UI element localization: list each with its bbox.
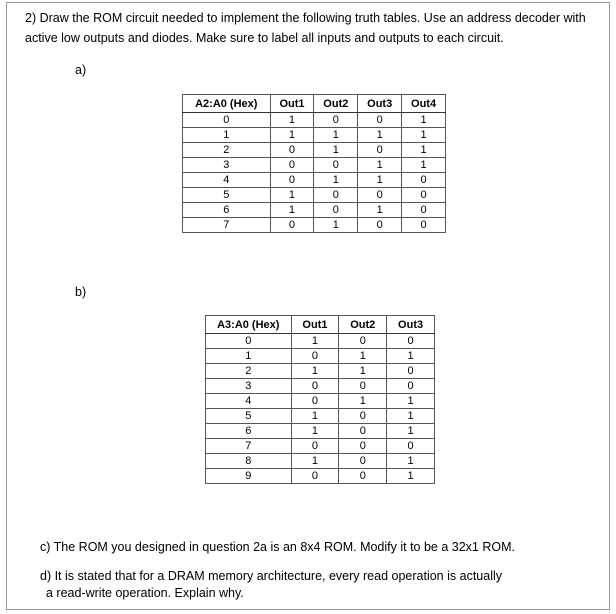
part-b-label: b) (75, 285, 87, 299)
truth-table-b-cell: 7 (206, 439, 292, 454)
part-c-text: c) The ROM you designed in question 2a is an 8x4 ROM. Modify it to be a 32x1 ROM. (40, 540, 515, 554)
truth-table-a-cell: 0 (402, 173, 446, 188)
truth-table-b-cell: 0 (387, 379, 435, 394)
truth-table-b-row (206, 469, 435, 484)
truth-table-b-body (206, 334, 435, 484)
truth-table-b-cell: 1 (339, 364, 387, 379)
truth-table-a-cell: 1 (358, 158, 402, 173)
truth-table-b-cell: 0 (339, 409, 387, 424)
truth-table-a-row (183, 188, 446, 203)
truth-table-b-header (206, 316, 435, 334)
truth-table-b-header-cell: Out2 (339, 316, 387, 334)
truth-table-b-cell: 9 (206, 469, 292, 484)
truth-table-a-cell: 1 (270, 113, 314, 128)
truth-table-a-cell: 1 (270, 203, 314, 218)
truth-table-b-row (206, 349, 435, 364)
truth-table-b-cell: 0 (291, 394, 339, 409)
truth-table-b-cell: 1 (387, 424, 435, 439)
truth-table-b-cell: 1 (291, 364, 339, 379)
truth-table-a-cell: 0 (270, 218, 314, 233)
truth-table-a-cell: 7 (183, 218, 271, 233)
truth-table-b-cell: 1 (387, 454, 435, 469)
truth-table-b-row (206, 334, 435, 349)
truth-table-a-cell: 0 (314, 113, 358, 128)
truth-table-b-row (206, 364, 435, 379)
truth-table-a-cell: 1 (270, 188, 314, 203)
truth-table-b-cell: 0 (339, 454, 387, 469)
truth-table-b-row (206, 424, 435, 439)
truth-table-b-cell: 5 (206, 409, 292, 424)
truth-table-b-header-cell: Out3 (387, 316, 435, 334)
truth-table-a-row (183, 128, 446, 143)
truth-table-b-cell: 0 (291, 439, 339, 454)
truth-table-b-cell: 0 (291, 379, 339, 394)
truth-table-a-cell: 1 (314, 143, 358, 158)
truth-table-a-cell: 1 (358, 128, 402, 143)
truth-table-b-cell: 3 (206, 379, 292, 394)
truth-table-a-cell: 0 (358, 188, 402, 203)
truth-table-b-cell: 6 (206, 424, 292, 439)
truth-table-a-row (183, 143, 446, 158)
truth-table-b-header-cell: Out1 (291, 316, 339, 334)
truth-table-b-row (206, 394, 435, 409)
truth-table-a-cell: 0 (314, 158, 358, 173)
truth-table-a-cell: 1 (314, 173, 358, 188)
truth-table-a-cell: 0 (270, 173, 314, 188)
truth-table-a-cell: 0 (183, 113, 271, 128)
truth-table-a-cell: 4 (183, 173, 271, 188)
truth-table-b-row (206, 379, 435, 394)
truth-table-b-cell: 0 (206, 334, 292, 349)
truth-table-a-cell: 1 (402, 113, 446, 128)
truth-table-b-cell: 1 (206, 349, 292, 364)
truth-table-b-cell: 0 (387, 364, 435, 379)
truth-table-b-cell: 8 (206, 454, 292, 469)
truth-table-a-cell: 6 (183, 203, 271, 218)
truth-table-a (182, 94, 446, 233)
truth-table-a-cell: 1 (314, 218, 358, 233)
truth-table-a-cell: 0 (358, 113, 402, 128)
truth-table-a-cell: 2 (183, 143, 271, 158)
truth-table-a-header-cell: Out4 (402, 95, 446, 113)
truth-table-a-header (183, 95, 446, 113)
truth-table-a-cell: 1 (402, 158, 446, 173)
truth-table-a-row (183, 218, 446, 233)
truth-table-a-row (183, 173, 446, 188)
truth-table-a-header-cell: A2:A0 (Hex) (183, 95, 271, 113)
truth-table-a-cell: 1 (402, 143, 446, 158)
truth-table-a-cell: 0 (270, 158, 314, 173)
truth-table-a-cell: 0 (358, 143, 402, 158)
truth-table-a-header-cell: Out3 (358, 95, 402, 113)
truth-table-b-cell: 4 (206, 394, 292, 409)
question-line-1: 2) Draw the ROM circuit needed to implement the following truth tables. Use an address decoder with (25, 11, 586, 25)
truth-table-a-cell: 1 (270, 128, 314, 143)
truth-table-b-cell: 0 (387, 439, 435, 454)
truth-table-b-cell: 1 (339, 349, 387, 364)
part-d-line-1: d) It is stated that for a DRAM memory architecture, every read operation is actually (40, 569, 502, 583)
truth-table-a-header-cell: Out2 (314, 95, 358, 113)
truth-table-b-cell: 0 (291, 469, 339, 484)
truth-table-a-cell: 0 (402, 203, 446, 218)
truth-table-b-cell: 1 (387, 409, 435, 424)
truth-table-b-cell: 0 (339, 439, 387, 454)
truth-table-a-cell: 0 (358, 218, 402, 233)
truth-table-a-cell: 3 (183, 158, 271, 173)
truth-table-a-cell: 0 (314, 203, 358, 218)
question-line-2: active low outputs and diodes. Make sure to label all inputs and outputs to each circuit. (25, 31, 504, 45)
truth-table-b-cell: 0 (291, 349, 339, 364)
part-d-line-2: a read-write operation. Explain why. (46, 586, 244, 600)
part-a-label: a) (75, 63, 87, 77)
truth-table-a-cell: 1 (314, 128, 358, 143)
truth-table-a-cell: 0 (314, 188, 358, 203)
truth-table-b (205, 315, 435, 484)
truth-table-b-row (206, 439, 435, 454)
truth-table-a-cell: 1 (358, 203, 402, 218)
truth-table-b-cell: 1 (387, 394, 435, 409)
truth-table-a-cell: 5 (183, 188, 271, 203)
truth-table-a-row (183, 113, 446, 128)
truth-table-b-cell: 2 (206, 364, 292, 379)
truth-table-b-cell: 1 (387, 349, 435, 364)
truth-table-b-cell: 0 (339, 379, 387, 394)
truth-table-b-row (206, 454, 435, 469)
truth-table-b-cell: 1 (291, 454, 339, 469)
truth-table-a-row (183, 158, 446, 173)
truth-table-b-row (206, 409, 435, 424)
truth-table-a-cell: 1 (402, 128, 446, 143)
truth-table-a-body (183, 113, 446, 233)
truth-table-a-cell: 0 (402, 188, 446, 203)
truth-table-a-header-cell: Out1 (270, 95, 314, 113)
truth-table-b-cell: 1 (387, 469, 435, 484)
truth-table-b-cell: 1 (291, 424, 339, 439)
truth-table-a-cell: 1 (183, 128, 271, 143)
truth-table-a-cell: 0 (270, 143, 314, 158)
truth-table-b-cell: 0 (339, 334, 387, 349)
truth-table-a-cell: 0 (402, 218, 446, 233)
truth-table-a-cell: 1 (358, 173, 402, 188)
truth-table-b-cell: 0 (339, 469, 387, 484)
truth-table-b-cell: 1 (291, 409, 339, 424)
truth-table-b-cell: 0 (387, 334, 435, 349)
truth-table-b-header-cell: A3:A0 (Hex) (206, 316, 292, 334)
truth-table-b-cell: 1 (339, 394, 387, 409)
truth-table-a-row (183, 203, 446, 218)
truth-table-b-cell: 0 (339, 424, 387, 439)
truth-table-b-cell: 1 (291, 334, 339, 349)
